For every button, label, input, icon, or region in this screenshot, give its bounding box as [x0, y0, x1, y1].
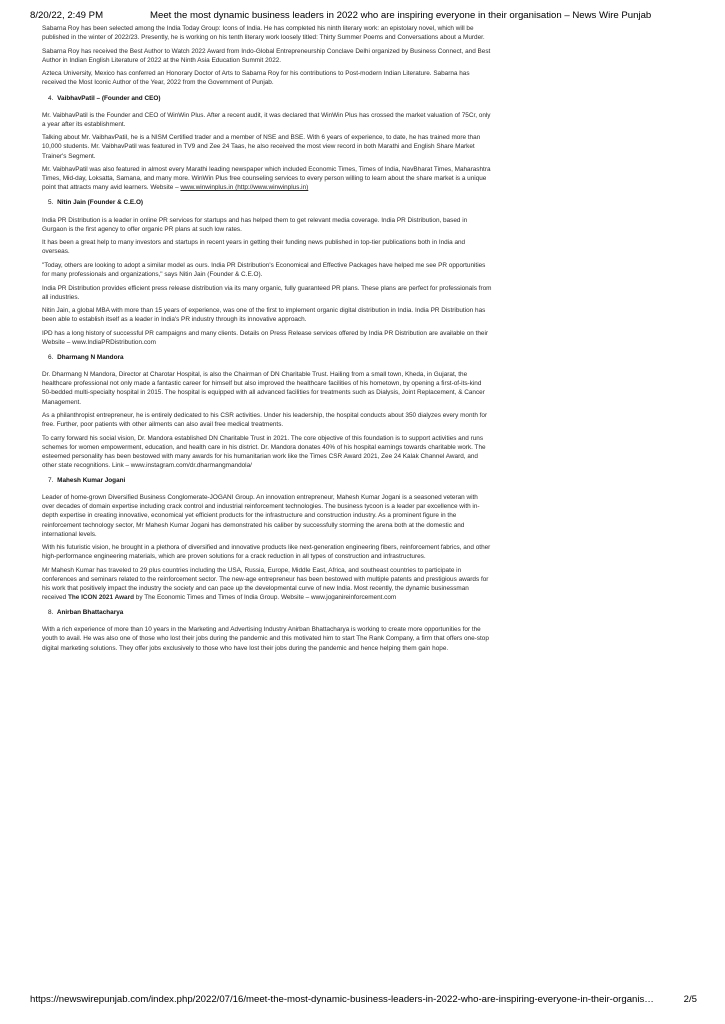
print-header — [30, 10, 705, 21]
section-number: 8. — [48, 609, 54, 617]
paragraph: As a philanthropist entrepreneur, he is entirely dedicated to his CSR activities. Under his leadership, the hospital conducts about 350 dialyzes every month for free. Further, poor patients with other ailments can also avail free medical treatments. — [42, 412, 488, 429]
section-heading — [48, 476, 492, 485]
paragraph: India PR Distribution is a leader in online PR services for startups and has helped them to get relevant media coverage. India PR Distribution, based in Gurgaon is the first agency to offer organic PR plans at such low rates. — [42, 216, 468, 233]
paragraph: With his futuristic vision, he brought in a plethora of diversified and innovative products like next-generation engineering fibers, reinforcement fabrics, and other high-performance engineering materials, which are proven solutions for a crack reduction in all types of construction and infrastructures. — [42, 544, 491, 561]
section-number: 5. — [48, 199, 54, 207]
paragraph-text: by The Economic Times and Times of India Group. Website – www.joganireinforcement.com — [135, 594, 397, 602]
article-body — [42, 24, 492, 657]
paragraph-text: Mr. VaibhavPatil was also featured in almost every Marathi leading newspaper which included Economic Times, Times of India, NavBharat Times, Maharashtra Times, Mid-day, Loksatta, Samana, and many more. WinWin Plus free counseling services to every person willing to learn about the share market is a unique point that attracts many avid learners. Website – — [42, 166, 491, 192]
section-heading — [48, 198, 492, 207]
section-title: Mahesh Kumar Jogani — [57, 477, 126, 485]
section-number: 7. — [48, 477, 54, 485]
print-footer — [30, 994, 697, 1005]
paragraph — [42, 165, 492, 192]
paragraph: "Today, others are looking to adopt a similar model as ours. India PR Distribution's Economical and Effective Packages have helped me see PR opportunities for many professionals and organizations," says Nitin Jain (Founder & C.E.O). — [42, 261, 486, 278]
section-title: Anirban Bhattacharya — [56, 609, 124, 617]
print-datetime: 8/20/22, 2:49 PM — [30, 10, 104, 21]
paragraph: Sabarna Roy has received the Best Author to Watch 2022 Award from Indo-Global Entrepreneurship Conclave Delhi organized by Business Connect, and Best Author in Indian English Literature of 2022 at the Ninth Asia Education Summit 2022. — [42, 47, 491, 64]
paragraph: Nitin Jain, a global MBA with more than 15 years of experience, was one of the first to implement organic digital distribution in India. India PR Distribution has been able to establish itself as a leader in India's PR industry through its innovative approach. — [42, 307, 486, 324]
section-heading — [48, 94, 492, 103]
page-number: 2/5 — [683, 994, 697, 1005]
paragraph — [42, 566, 492, 602]
page-title: Meet the most dynamic business leaders in 2022 who are inspiring everyone in their organisation – News Wire Punjab — [150, 10, 652, 21]
paragraph: Leader of home-grown Diversified Business Conglomerate-JOGANI Group. An innovation entrepreneur, Mahesh Kumar Jogani is a seasoned veteran with over decades of domain expertise including crack control and industrial reinforcement technologies. The business tycoon is a leader par excellence with in-depth expertise in creating innovative, economical yet efficient products for the infrastructure and construction industry. As a prominent figure in the reinforcement technology sector, Mr Mahesh Kumar Jogani has demonstrated his caliber by successfully storming the arena both at the domestic and international levels. — [42, 494, 480, 538]
paragraph: Sabarna Roy has been selected among the India Today Group: Icons of India. He has completed his ninth literary work: an epistolary novel, which will be published in the winter of 2022/23. Presently, he is working on his tenth literary work loosely titled: Thirty Summer Poems and Conversations about a Murder. — [42, 25, 485, 42]
award-name: The ICON 2021 Award — [67, 594, 134, 602]
paragraph: Talking about Mr. VaibhavPatil, he is a NISM Certified trader and a member of NSE and BSE. With 6 years of experience, to date, he has trained more than 10,000 students. Mr. VaibhavPatil was featured in TV9 and Zee 24 Taas, he also received the most view record in both Marathi and English Share Market Trainer's Segment. — [42, 134, 481, 160]
website-link[interactable]: www.winwinplus.in (http://www.winwinplus.in) — [180, 184, 309, 192]
page-url: https://newswirepunjab.com/index.php/2022/07/16/meet-the-most-dynamic-business-leaders-in-2022-who-are-inspiring-everyone-in-their-organis… — [30, 994, 654, 1005]
paragraph: Azteca University, Mexico has conferred an Honorary Doctor of Arts to Sabarna Roy for his contributions to Post-modern Indian Literature. Sabarna has received the Most Iconic Author of the Year, 2022 from the Government of Punjab. — [42, 70, 470, 87]
paragraph: IPD has a long history of successful PR campaigns and many clients. Details on Press Release services offered by India PR Distribution are available on their Website – www.IndiaPRDistribution.com — [42, 329, 489, 347]
paragraph: Mr. VaibhavPatil is the Founder and CEO of WinWin Plus. After a recent audit, it was declared that WinWin Plus has crossed the market valuation of 75Cr, only a year after its establishment. — [42, 111, 491, 128]
paragraph: Dr. Dharmang N Mandora, Director at Charotar Hospital, is also the Chairman of DN Charitable Trust. Hailing from a small town, Kheda, in Gujarat, the healthcare professional not only made a fantastic career for himself but also improved the healthcare facilities of his hometown, by opening a first-of-its-kind 50-bedded multi-specialty hospital in 2015. The hospital is equipped with all advanced facilities for treatments such as Dialysis, Joint Replacement, & Cancer Management. — [42, 371, 485, 406]
paragraph: With a rich experience of more than 10 years in the Marketing and Advertising Industry Anirban Bhattacharya is working to create more opportunities for the youth to avail. He was also one of those who lost their jobs during the pandemic and this motivated him to start The Rank Company, a firm that offers one-stop digital marketing solutions. They offer jobs exclusively to those who have lost their jobs during the pandemic and hence helping them gain hope. — [42, 626, 489, 652]
section-number: 4. — [48, 94, 54, 102]
section-title: VaibhavPatil – (Founder and CEO) — [57, 94, 161, 102]
section-title: Dharmang N Mandora — [57, 354, 124, 362]
section-heading — [48, 353, 492, 362]
paragraph-text: Mr Mahesh Kumar has traveled to 29 plus countries including the USA, Russia, Europe, Middle East, Africa, and southeast countries to participate in conferences and seminars related to the reinforcement sector. The new-age entrepreneur has been bestowed with multiple patents and prestigious awards for his work that positively impact the industry the society and can pace up the developmental curve of new India. Most recently, the dynamic businessman received — [42, 566, 489, 602]
paragraph: To carry forward his social vision, Dr. Mandora established DN Charitable Trust in 2021. The core objective of this foundation is to support activities and runs schemes for women empowerment, education, and health care in his district. Dr. Mandora donates 40% of his hospital earnings towards charitable work. The esteemed personality has been bestowed with many awards for his humanitarian work like the Times CSR Award 2021, Zee 24 Kalak Channel Award, and other state recognitions. Link – www.instagram.com/dr.dharmangmandola/ — [42, 434, 486, 470]
section-number: 6. — [48, 354, 54, 362]
section-heading — [48, 608, 492, 617]
paragraph: It has been a great help to many investors and startups in recent years in getting their funding news published in top-tier publications both in India and overseas. — [42, 239, 466, 256]
section-title: Nitin Jain (Founder & C.E.O) — [57, 199, 144, 207]
paragraph: India PR Distribution provides efficient press release distribution via its many organic, fully guaranteed PR plans. These plans are perfect for professionals from all industries. — [42, 284, 492, 301]
